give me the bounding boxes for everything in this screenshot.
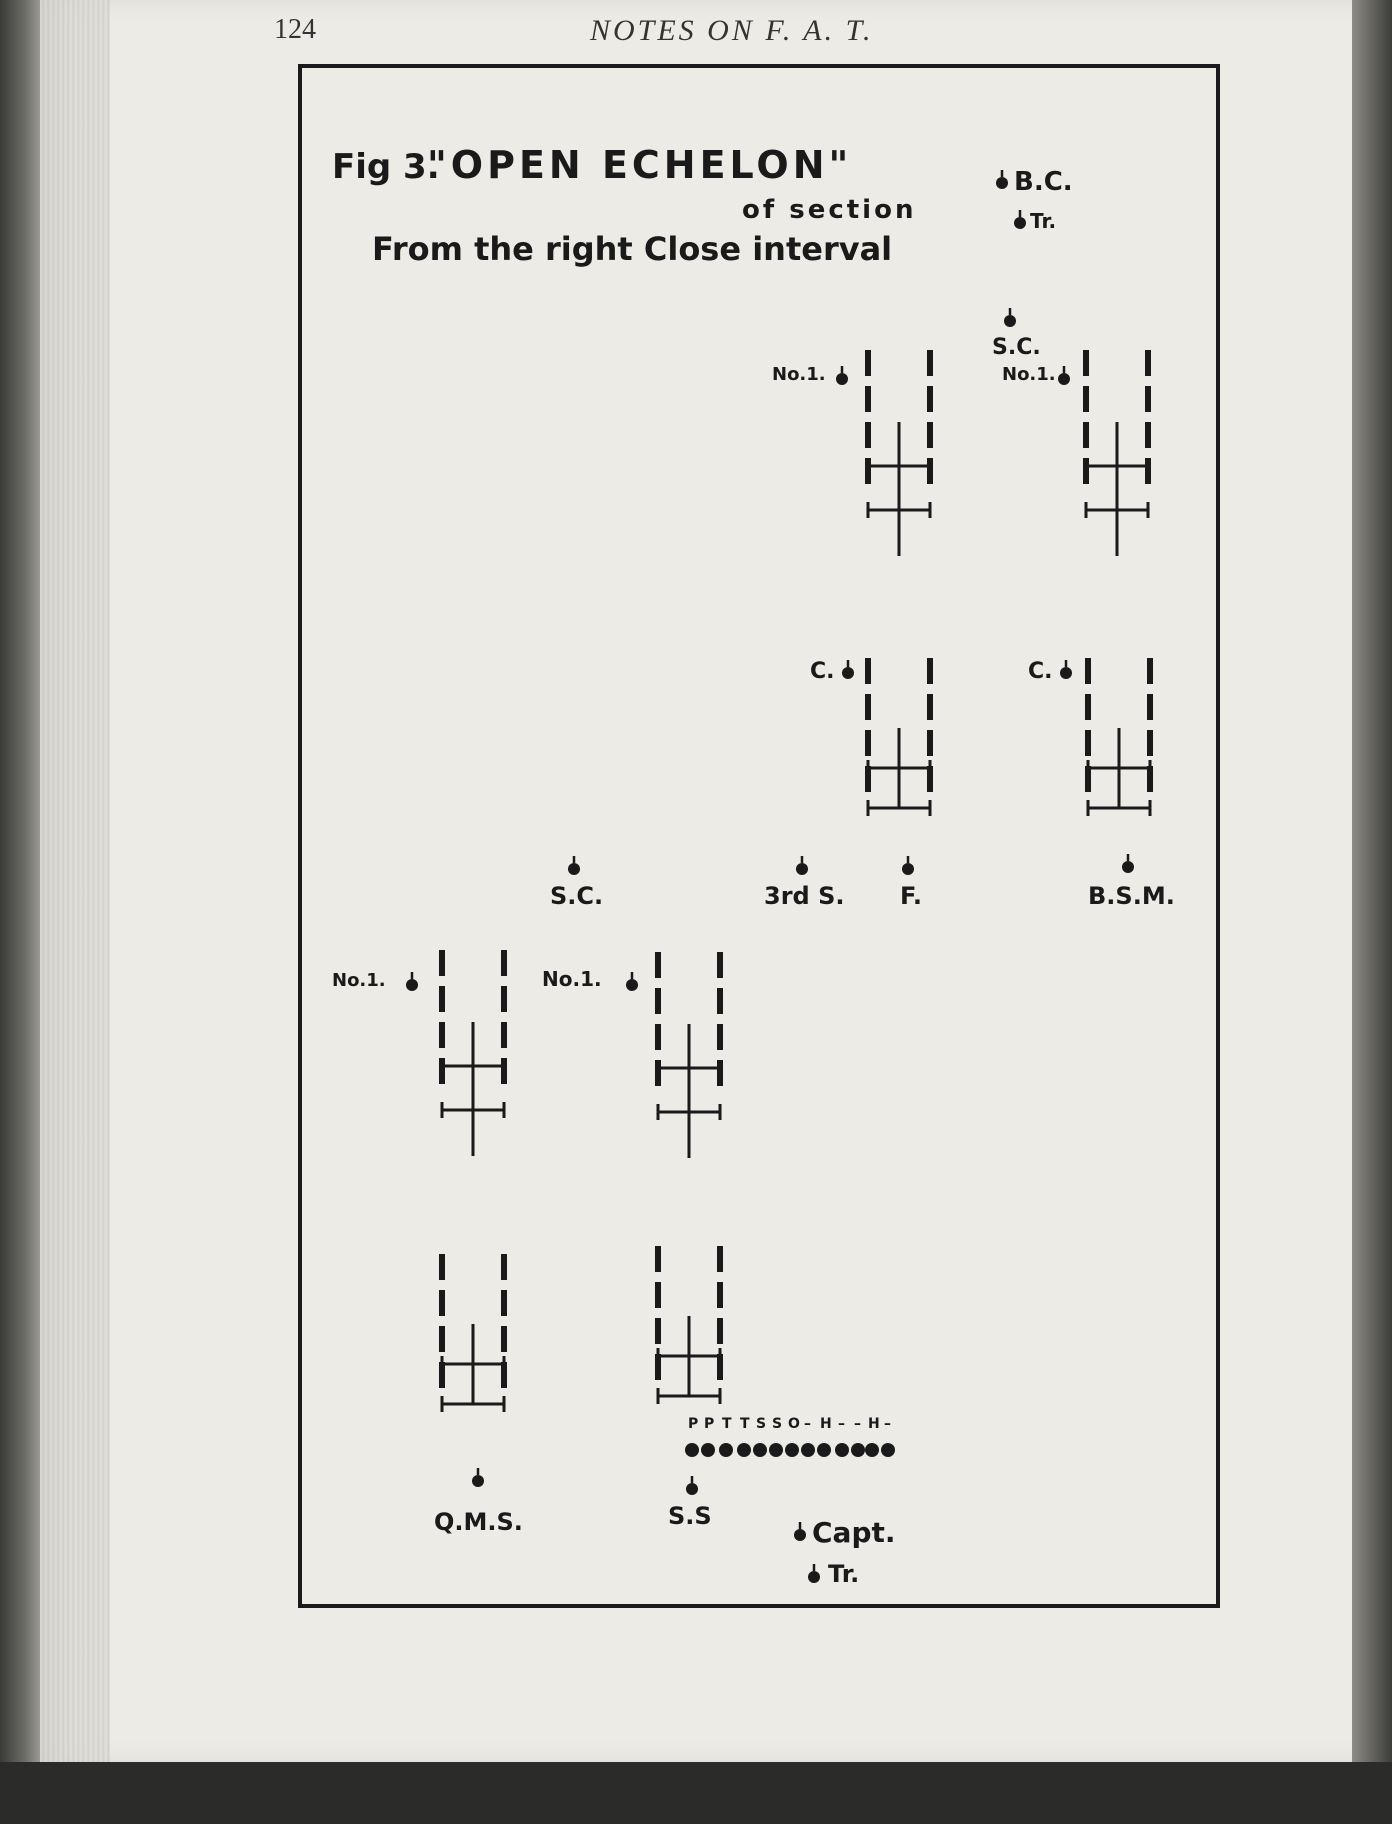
figure-subtitle-interval: From the right Close interval <box>372 230 893 268</box>
man-no1-c-icon <box>406 972 418 991</box>
label-c-a: C. <box>810 659 835 684</box>
book-left-edge <box>0 0 40 1824</box>
figure-frame <box>298 64 1220 1608</box>
label-no1-d: No.1. <box>542 967 602 991</box>
man-trumpeter-bottom-icon <box>808 1564 820 1583</box>
label-sc-top: S.C. <box>992 335 1041 360</box>
label-third-s: 3rd S. <box>764 882 845 910</box>
gun-top-right <box>1083 350 1151 556</box>
man-bsm-icon <box>1122 854 1134 873</box>
column-letter: – <box>804 1416 811 1432</box>
column-letter: H <box>820 1416 832 1432</box>
running-title: NOTES ON F. A. T. <box>590 14 874 47</box>
column-letter: P <box>704 1416 715 1432</box>
figure-title-prefix: Fig 3. <box>332 147 440 187</box>
man-capt-icon <box>794 1522 806 1541</box>
page-stack-edges <box>40 0 110 1762</box>
label-capt: Capt. <box>812 1516 896 1549</box>
book-right-shadow <box>1352 0 1392 1824</box>
label-no1-b: No.1. <box>1002 364 1056 385</box>
label-bc: B.C. <box>1014 167 1073 197</box>
gun-bottom-left <box>439 950 507 1156</box>
man-c-b-icon <box>1060 660 1072 679</box>
label-sc-mid: S.C. <box>550 882 604 910</box>
gun-bottom-right <box>655 952 723 1158</box>
label-tr-top: Tr. <box>1030 209 1057 233</box>
man-f-icon <box>902 856 914 875</box>
caisson-bottom-right <box>655 1246 723 1404</box>
man-ss-icon <box>686 1476 698 1495</box>
label-no1-a: No.1. <box>772 364 826 385</box>
man-no1-a-icon <box>836 366 848 385</box>
man-third-s-icon <box>796 856 808 875</box>
caisson-bottom-left <box>439 1254 507 1412</box>
column-letter: H <box>868 1416 880 1432</box>
echelon-diagram <box>302 68 1216 1604</box>
man-c-a-icon <box>842 660 854 679</box>
column-letter: O <box>788 1416 800 1432</box>
column-letter: T <box>740 1416 750 1432</box>
column-letter: T <box>722 1416 732 1432</box>
column-letter: – <box>884 1416 891 1432</box>
figure-subtitle-section: of section <box>742 195 917 225</box>
column-letter: S <box>756 1416 767 1432</box>
column-letter: S <box>772 1416 783 1432</box>
man-no1-b-icon <box>1058 366 1070 385</box>
caisson-top-right <box>1085 658 1153 816</box>
caisson-top-left <box>865 658 933 816</box>
man-qms-icon <box>472 1468 484 1487</box>
scan-bottom-bar <box>0 1762 1392 1824</box>
label-c-b: C. <box>1028 659 1053 684</box>
man-bc-icon <box>996 170 1008 189</box>
man-trumpeter-top-icon <box>1014 210 1026 229</box>
man-no1-d-icon <box>626 972 638 991</box>
label-qms: Q.M.S. <box>434 1508 523 1536</box>
column-letter: – <box>854 1416 861 1432</box>
man-sc-mid-icon <box>568 856 580 875</box>
label-no1-c: No.1. <box>332 970 386 991</box>
man-sc-top-icon <box>1004 308 1016 327</box>
gun-top-left <box>865 350 933 556</box>
label-ss: S.S <box>668 1502 712 1530</box>
page-number: 124 <box>274 14 316 45</box>
column-letter: – <box>838 1416 845 1432</box>
column-letter: P <box>688 1416 699 1432</box>
figure-title: "OPEN ECHELON" <box>427 143 853 187</box>
detachment-column <box>685 1416 895 1457</box>
label-tr-bottom: Tr. <box>828 1560 860 1588</box>
label-f: F. <box>900 882 922 910</box>
label-bsm: B.S.M. <box>1088 882 1175 910</box>
